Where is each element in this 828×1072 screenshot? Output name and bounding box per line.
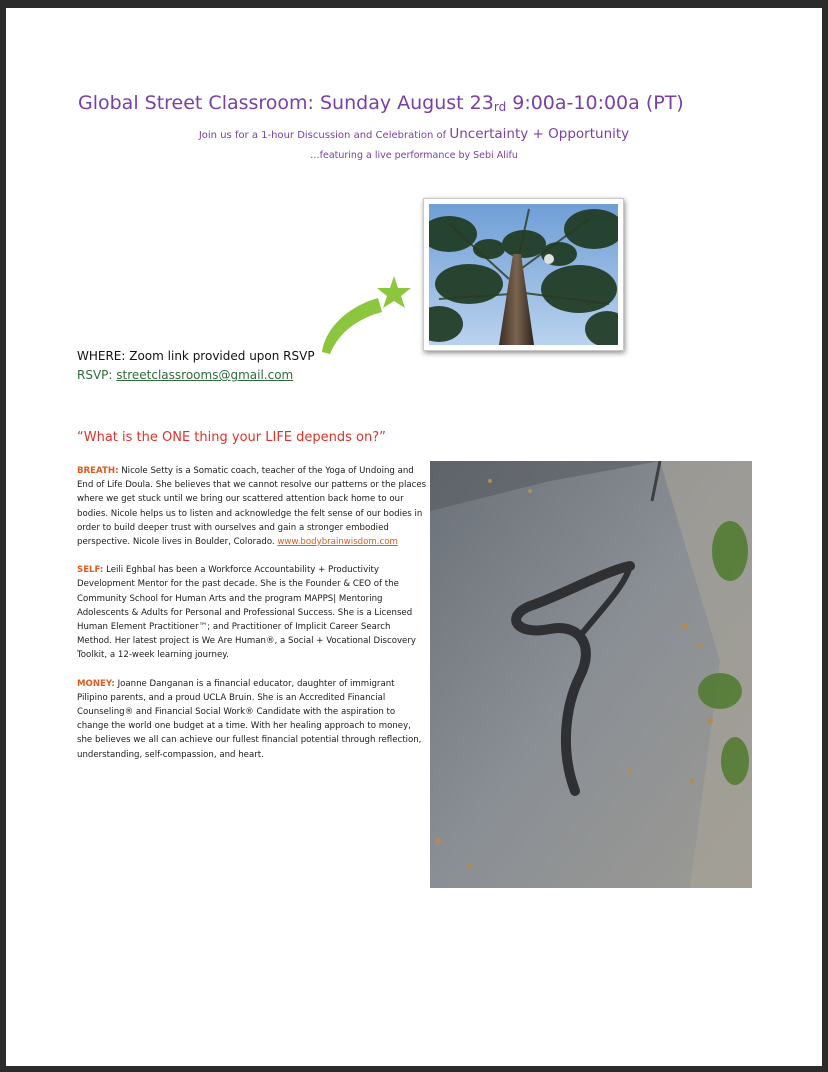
bio-label: BREATH: <box>77 466 119 476</box>
bio-label: MONEY: <box>77 678 115 689</box>
shooting-star-icon <box>316 268 412 364</box>
sidewalk-heart-photo <box>430 461 752 888</box>
rsvp-line: RSVP: streetclassrooms@gmail.com <box>77 368 294 382</box>
headline-question: “What is the ONE thing your LIFE depends on?” <box>77 430 386 445</box>
bio-website-link[interactable]: www.bodybrainwisdom.com <box>277 537 398 548</box>
rsvp-email-link[interactable]: streetclassrooms@gmail.com <box>116 368 294 382</box>
featuring-line: …featuring a live performance by Sebi Alifu <box>310 150 518 161</box>
subtitle: Join us for a 1-hour Discussion and Celebration of Uncertainty + Opportunity <box>198 126 630 142</box>
tree-photo <box>423 198 624 351</box>
page-title: Global Street Classroom: Sunday August 23rd 9:00a-10:00a (PT) <box>78 92 684 114</box>
bio-breath: BREATH: Nicole Setty is a Somatic coach, teacher of the Yoga of Undoing and End of Life Doula. She believes that we cannot resolve our patterns or the places where we get stuck until we bring our scattered attention back home to our bodies. Nicole helps us to listen and acknowledge the felt sense of our bodies in order to build deeper trust with ourselves and gain a stronger embodied perspective. Nicole lives in Boulder, Colorado. www.bodybrainwisdom.com <box>77 466 427 548</box>
where-line: WHERE: Zoom link provided upon RSVP <box>77 349 315 363</box>
bio-self: SELF: Leili Eghbal has been a Workforce Accountability + Productivity Development Mentor for the past decade. She is the Founder & CEO of the Community School for Human Arts and the program MAPPS| Mentoring Adolescents & Adults for Personal and Professional Success. She is a Licensed Human Element Practitioner™; and Practitioner of Implicit Career Search Method. Her latest project is We Are Human®, a Social + Vocational Discovery Toolkit, a 12-week learning journey. <box>77 565 416 661</box>
bio-money: MONEY: Joanne Danganan is a financial educator, daughter of immigrant Pilipino parents, and a proud UCLA Bruin. She is an Accredited Financial Counseling® and Financial Social Work® Candidate with the aspiration to change the world one budget at a time. With her healing approach to money, she believes we all can achieve our fullest financial potential through reflection, understanding, self-compassion, and heart. <box>77 678 422 760</box>
bio-label: SELF: <box>77 565 104 576</box>
speaker-bios <box>77 464 427 776</box>
flyer-page <box>6 8 822 1066</box>
